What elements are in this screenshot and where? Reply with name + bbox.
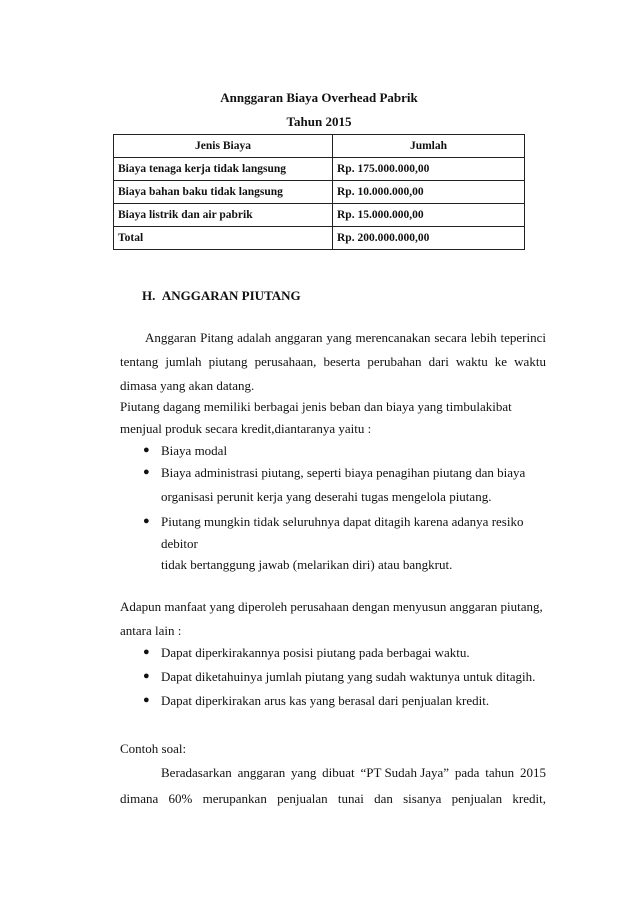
word: penjualan (277, 791, 328, 806)
paragraph-line: antara lain : (120, 623, 182, 638)
bullet-icon: ● (143, 670, 150, 682)
word: waktu (514, 354, 546, 369)
word: dimana (120, 791, 159, 806)
word: “PT Sudah Jaya” (360, 765, 450, 780)
table-header-cell: Jumlah (333, 135, 525, 158)
paragraph-line (161, 765, 546, 781)
paragraph-line: menjual produk secara kredit,diantaranya yaitu : (120, 421, 372, 436)
word: dan (374, 791, 393, 806)
word: tahun (485, 765, 515, 780)
word: merencanakan (355, 330, 431, 345)
table-header-cell: Jenis Biaya (114, 135, 333, 158)
word: kredit, (512, 791, 546, 806)
bullet-icon: ● (143, 515, 150, 527)
bullet-item: Dapat diperkirakannya posisi piutang pada berbagai waktu. (161, 645, 470, 660)
bullet-item-continuation: debitor (161, 536, 198, 551)
word: waktu (455, 354, 488, 369)
bullet-icon: ● (143, 694, 150, 706)
word: penjualan (451, 791, 503, 806)
table-cell: Rp. 15.000.000,00 (333, 204, 525, 227)
table-row (114, 181, 525, 204)
bullet-item: Piutang mungkin tidak seluruhnya dapat ditagih karena adanya resiko (161, 514, 524, 529)
word: ke (494, 354, 508, 369)
table-row-total (114, 227, 525, 250)
word: lebih (470, 330, 497, 345)
table-cell: Biaya listrik dan air pabrik (114, 204, 333, 227)
word: yang (326, 330, 352, 345)
word: teperinci (500, 330, 546, 345)
word: sisanya (403, 791, 442, 806)
paragraph-line: Piutang dagang memiliki berbagai jenis beban dan biaya yang timbulakibat (120, 399, 512, 414)
word: piutang (208, 354, 248, 369)
table-row (114, 204, 525, 227)
word: anggaran (274, 330, 323, 345)
word: dari (428, 354, 449, 369)
word: tentang (120, 354, 159, 369)
section-heading (142, 288, 301, 304)
table-cell: Biaya tenaga kerja tidak langsung (114, 158, 333, 181)
paragraph-line: dimasa yang akan datang. (120, 378, 255, 393)
bullet-item-continuation: organisasi perunit kerja yang deserahi tugas mengelola piutang. (161, 489, 492, 504)
word: perubahan (367, 354, 422, 369)
bullet-item: Biaya administrasi piutang, seperti biaya penagihan piutang dan biaya (161, 465, 526, 480)
word: tunai (337, 791, 364, 806)
word: Pitang (200, 330, 234, 345)
paragraph-line (120, 354, 546, 370)
overhead-budget-table (113, 134, 525, 250)
bullet-item: Biaya modal (161, 443, 228, 458)
table-cell: Rp. 200.000.000,00 (333, 227, 525, 250)
word: secara (434, 330, 467, 345)
word: adalah (237, 330, 272, 345)
paragraph-line (145, 330, 546, 346)
word: anggaran (237, 765, 286, 780)
bullet-item: Dapat diperkirakan arus kas yang berasal dari penjualan kredit. (161, 693, 490, 708)
word: 60% (168, 791, 193, 806)
table-header-row (114, 135, 525, 158)
bullet-icon: ● (143, 466, 150, 478)
bullet-icon: ● (143, 646, 150, 658)
bullet-item: Dapat diketahuinya jumlah piutang yang sudah waktunya untuk ditagih. (161, 669, 536, 684)
bullet-item-continuation: tidak bertanggung jawab (melarikan diri) atau bangkrut. (161, 557, 453, 572)
document-title: Annggaran Biaya Overhead Pabrik (220, 90, 418, 105)
word: dibuat (322, 765, 355, 780)
document-subtitle: Tahun 2015 (286, 114, 352, 129)
word: Beradasarkan (161, 765, 232, 780)
word: jumlah (165, 354, 202, 369)
word: Anggaran (145, 330, 197, 345)
table-cell: Biaya bahan baku tidak langsung (114, 181, 333, 204)
table-cell: Total (114, 227, 333, 250)
word: pada (454, 765, 480, 780)
example-label: Contoh soal: (120, 741, 187, 756)
section-number: H. (142, 288, 156, 303)
word: merupankan (202, 791, 267, 806)
paragraph-line: Adapun manfaat yang diperoleh perusahaan dengan menyusun anggaran piutang, (120, 599, 543, 614)
word: yang (291, 765, 317, 780)
word: beserta (323, 354, 361, 369)
word: perusahaan, (254, 354, 317, 369)
table-row (114, 158, 525, 181)
word: 2015 (519, 765, 546, 780)
bullet-icon: ● (143, 444, 150, 456)
paragraph-line (120, 791, 546, 807)
section-title: ANGGARAN PIUTANG (161, 288, 301, 303)
table-cell: Rp. 10.000.000,00 (333, 181, 525, 204)
table-cell: Rp. 175.000.000,00 (333, 158, 525, 181)
